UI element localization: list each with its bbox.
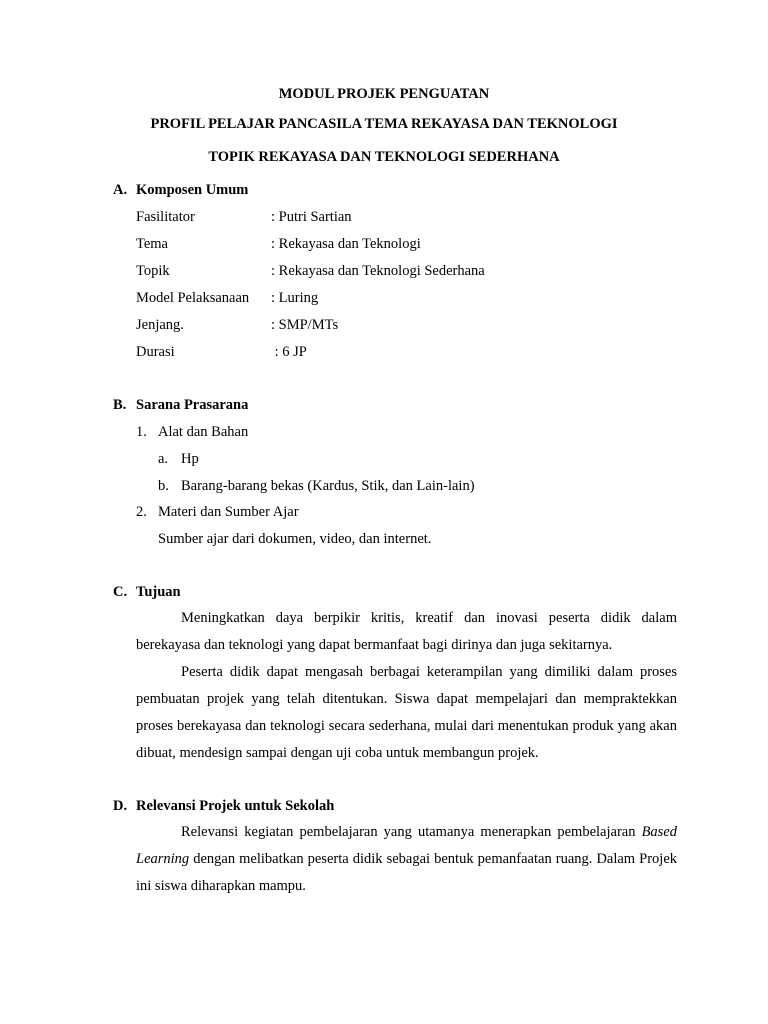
sumber-ajar-text: Sumber ajar dari dokumen, video, dan internet.	[158, 531, 432, 547]
section-b-title: Sarana Prasarana	[136, 397, 249, 413]
row-label-tema: Tema	[136, 236, 168, 252]
list-item-alat-dan-bahan: Alat dan Bahan	[158, 424, 249, 440]
row-value-topik: : Rekayasa dan Teknologi Sederhana	[271, 263, 485, 279]
module-title-line-1: MODUL PROJEK PENGUATAN	[278, 86, 490, 102]
row-value-tema: : Rekayasa dan Teknologi	[271, 236, 421, 252]
section-d-title: Relevansi Projek untuk Sekolah	[136, 798, 335, 814]
row-value-model-pelaksanaan: : Luring	[271, 290, 319, 306]
relevansi-text-start: Relevansi kegiatan pembelajaran yang utamanya menerapkan pembelajaran	[181, 824, 642, 840]
tujuan-body	[136, 605, 677, 767]
row-value-jenjang: : SMP/MTs	[271, 317, 339, 333]
relevansi-paragraph	[136, 819, 677, 900]
sub-item-barang-bekas: Barang-barang bekas (Kardus, Stik, dan Lain-lain)	[181, 478, 475, 494]
sub-item-hp: Hp	[181, 451, 199, 467]
row-label-jenjang: Jenjang.	[136, 317, 184, 333]
row-label-topik: Topik	[136, 263, 170, 279]
list-item-marker: 2.	[136, 504, 147, 520]
tujuan-paragraph-2: Peserta didik dapat mengasah berbagai keterampilan yang dimiliki dalam proses pembuatan projek yang telah ditentukan. Siswa dapat mempelajari dan mempraktekkan proses berekayasa dan teknologi secara sederhana, mulai dari menentukan produk yang akan dibuat, mendesign sampai dengan uji coba untuk membangun projek.	[136, 664, 677, 761]
row-label-model-pelaksanaan: Model Pelaksanaan	[136, 290, 250, 306]
row-value-fasilitator: : Putri Sartian	[271, 209, 352, 225]
list-item-marker: 1.	[136, 424, 147, 440]
tujuan-paragraph-1: Meningkatkan daya berpikir kritis, kreatif dan inovasi peserta didik dalam berekayasa dan teknologi yang dapat bermanfaat bagi dirinya dan juga sekitarnya.	[136, 610, 677, 653]
list-item-materi-sumber-ajar: Materi dan Sumber Ajar	[158, 504, 299, 520]
sub-item-marker: b.	[158, 478, 169, 494]
module-title-line-3: TOPIK REKAYASA DAN TEKNOLOGI SEDERHANA	[208, 149, 560, 165]
section-a-marker: A.	[113, 182, 128, 198]
section-a-title: Komposen Umum	[136, 182, 249, 198]
relevansi-text-italic: Based Learning	[136, 824, 677, 867]
row-value-durasi: : 6 JP	[271, 344, 307, 360]
sub-item-marker: a.	[158, 451, 169, 467]
section-b-marker: B.	[113, 397, 127, 413]
row-label-fasilitator: Fasilitator	[136, 209, 195, 225]
section-c-title: Tujuan	[136, 584, 181, 600]
relevansi-body	[136, 819, 677, 900]
section-c-marker: C.	[113, 584, 128, 600]
relevansi-text-end: dengan melibatkan peserta didik sebagai bentuk pemanfaatan ruang. Dalam Projek ini siswa diharapkan mampu.	[136, 851, 677, 894]
module-title-line-2: PROFIL PELAJAR PANCASILA TEMA REKAYASA DAN TEKNOLOGI	[150, 116, 618, 132]
section-d-marker: D.	[113, 798, 128, 814]
row-label-durasi: Durasi	[136, 344, 175, 360]
